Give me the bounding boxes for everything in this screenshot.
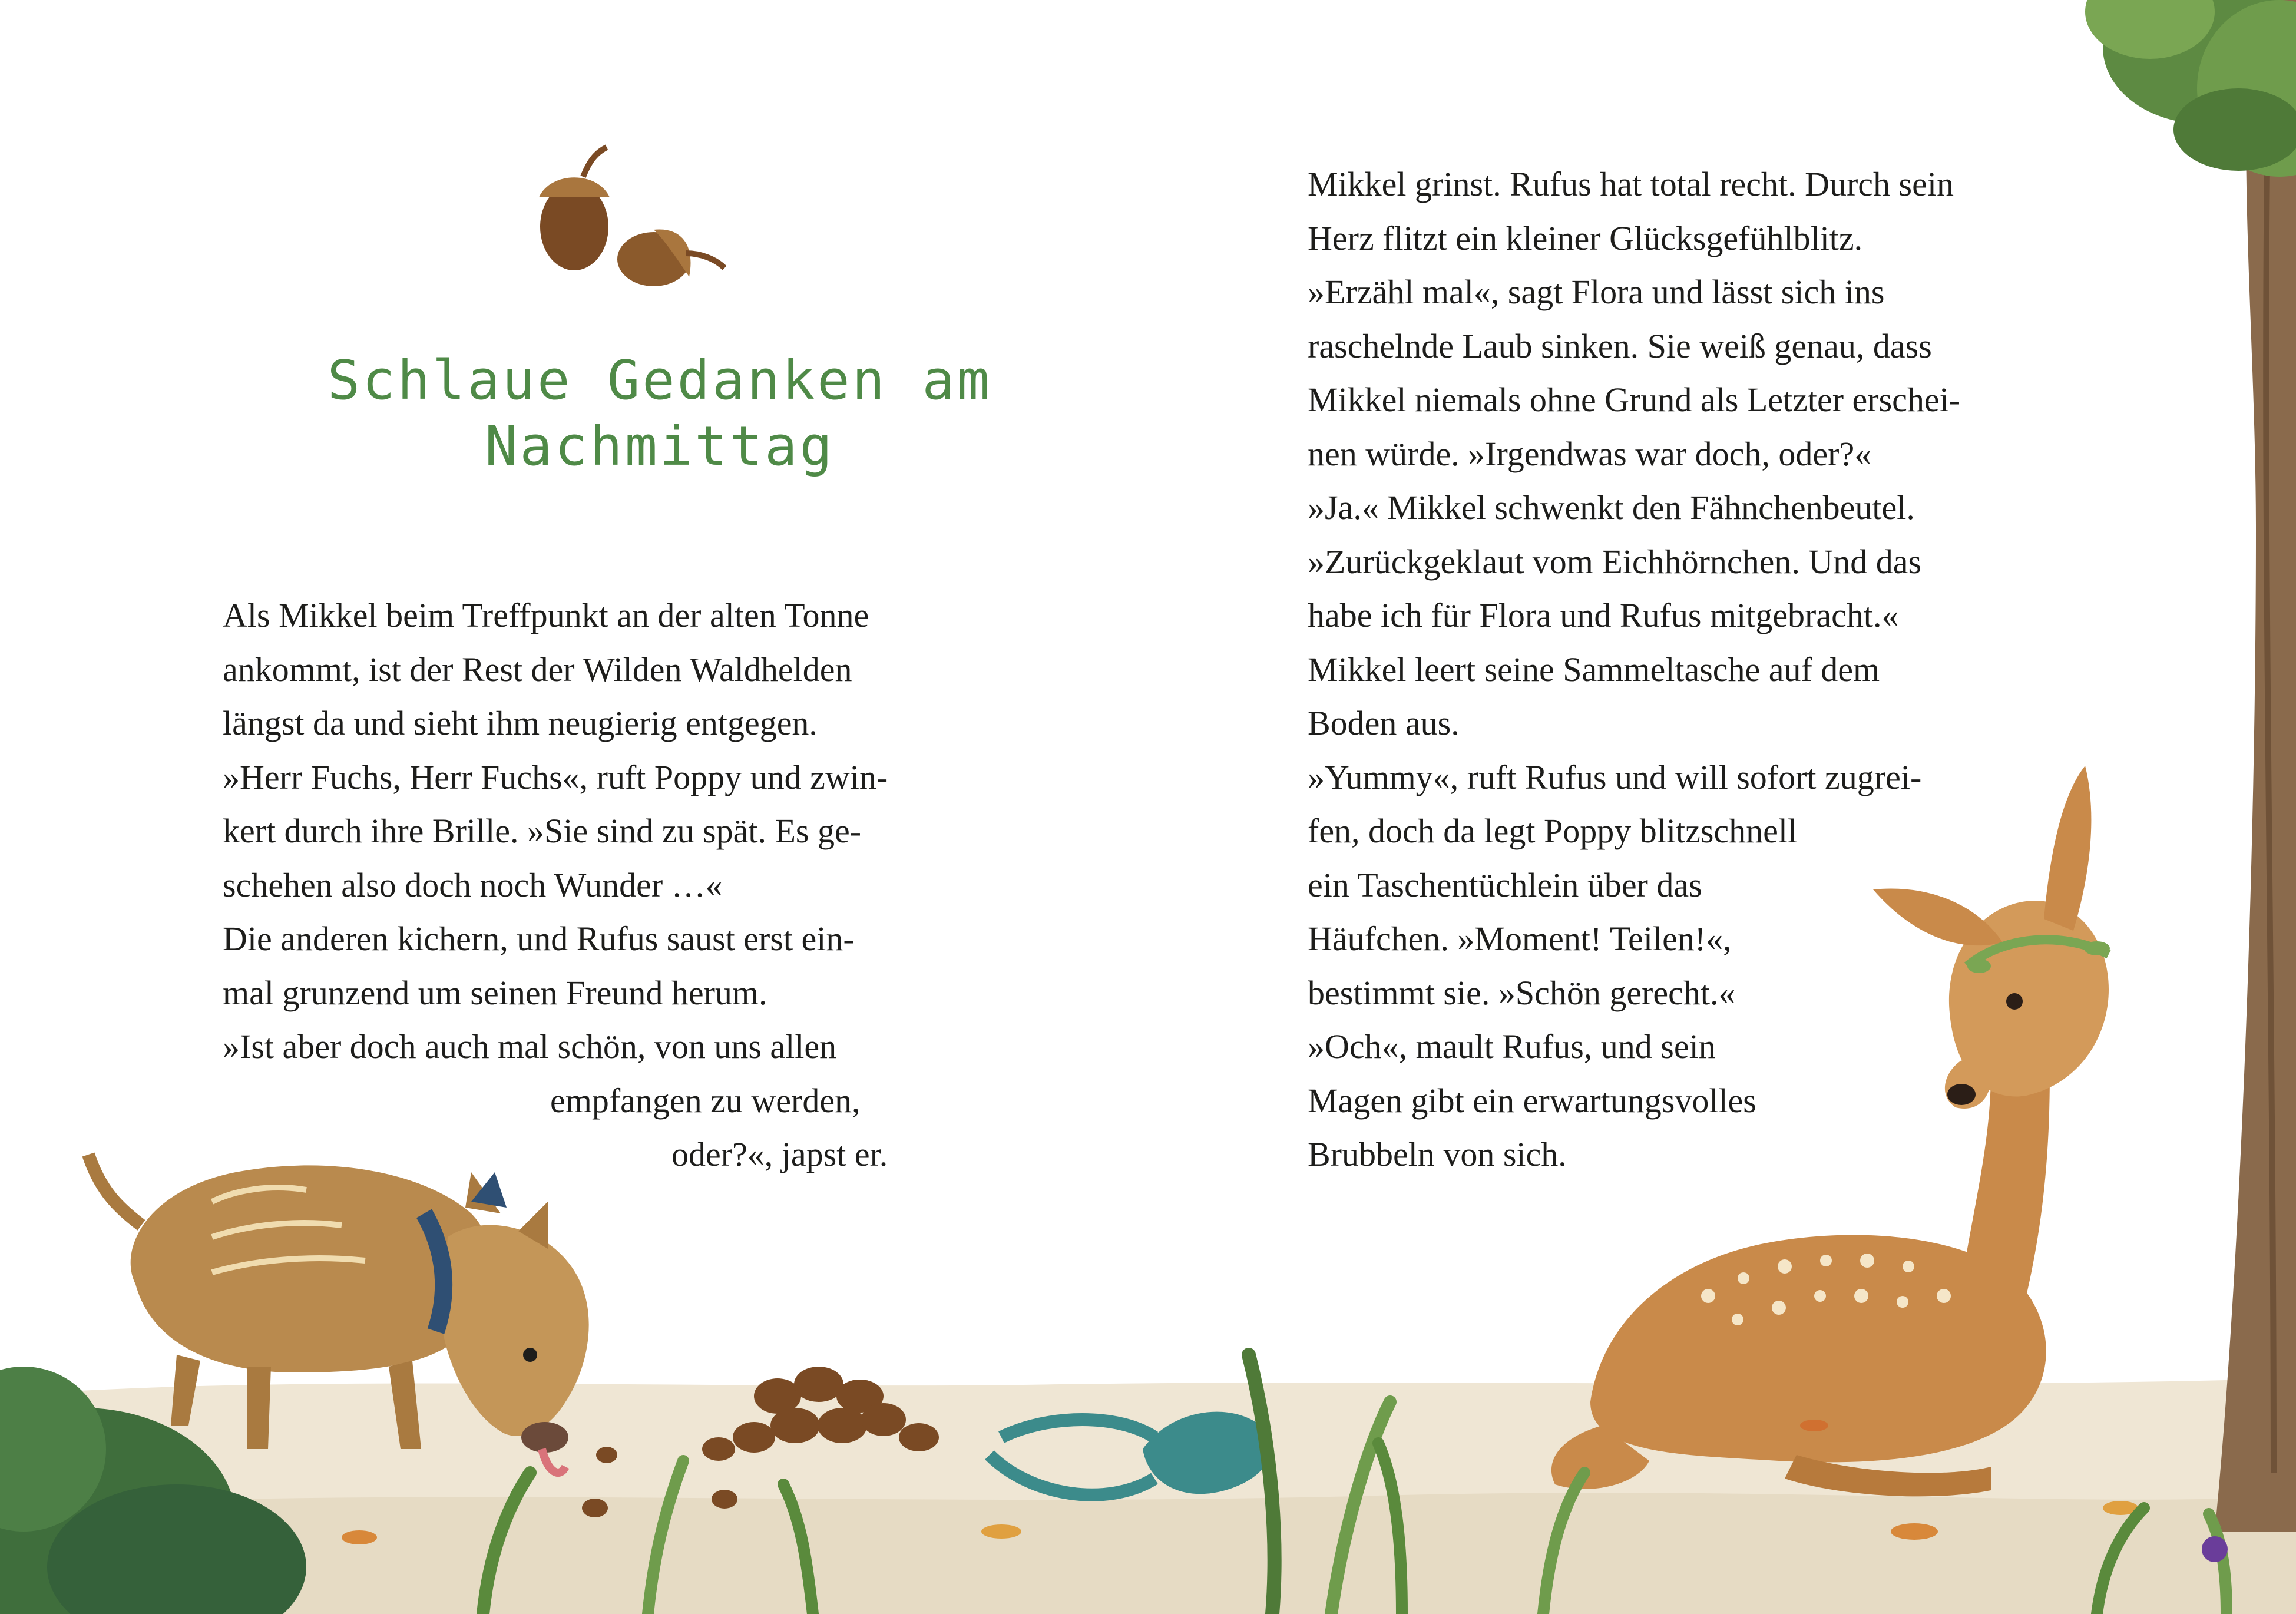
text-line: raschelnde Laub sinken. Sie weiß genau, dass	[1308, 326, 1932, 365]
chapter-title	[224, 348, 1096, 479]
chapter-title-line: Nachmittag	[485, 415, 835, 478]
text-line: »Och«, mault Rufus, und sein	[1308, 1027, 1716, 1066]
text-line: »Ist aber doch auch mal schön, von uns allen	[223, 1027, 837, 1066]
text-line: mal grunzend um seinen Freund herum.	[223, 973, 767, 1012]
text-line: Häufchen. »Moment! Teilen!«,	[1308, 920, 1732, 958]
text-line: empfangen zu werden,	[550, 1081, 861, 1120]
text-line: Die anderen kichern, und Rufus saust erst ein-	[223, 920, 855, 958]
text-line: schehen also doch noch Wunder …«	[223, 865, 723, 904]
text-line: fen, doch da legt Poppy blitzschnell	[1308, 812, 1798, 850]
text-line: »Yummy«, ruft Rufus und will sofort zugrei-	[1308, 758, 1922, 796]
text-line: Mikkel grinst. Rufus hat total recht. Durch sein	[1308, 165, 1954, 203]
text-line: kert durch ihre Brille. »Sie sind zu spät. Es ge-	[223, 812, 862, 850]
text-line: »Herr Fuchs, Herr Fuchs«, ruft Poppy und zwin-	[223, 758, 888, 796]
acorns-icon	[539, 147, 724, 286]
text-line: Brubbeln von sich.	[1308, 1135, 1567, 1173]
text-line: »Ja.« Mikkel schwenkt den Fähnchenbeutel.	[1308, 488, 1915, 527]
chapter-title-line: Schlaue Gedanken am	[327, 349, 992, 412]
right-page-text	[1308, 157, 1960, 1182]
text-line: Mikkel leert seine Sammeltasche auf dem	[1308, 650, 1880, 689]
text-line: längst da und sieht ihm neugierig entgegen.	[223, 704, 818, 742]
text-line: oder?«, japst er.	[671, 1135, 888, 1173]
violet-flower	[2202, 1536, 2228, 1562]
text-line: habe ich für Flora und Rufus mitgebracht.«	[1308, 596, 1899, 634]
text-line: Magen gibt ein erwartungsvolles	[1308, 1081, 1756, 1120]
ground-shadow	[0, 1493, 2296, 1614]
text-line: Boden aus.	[1308, 704, 1460, 742]
text-line: »Erzähl mal«, sagt Flora und lässt sich ins	[1308, 273, 1885, 311]
text-line: bestimmt sie. »Schön gerecht.«	[1308, 973, 1736, 1012]
text-line: nen würde. »Irgendwas war doch, oder?«	[1308, 434, 1872, 473]
text-line: Als Mikkel beim Treffpunkt an der alten Tonne	[223, 596, 869, 634]
text-line: Mikkel niemals ohne Grund als Letzter erschei-	[1308, 381, 1961, 419]
text-line: ein Taschentüchlein über das	[1308, 865, 1702, 904]
text-line: »Zurückgeklaut vom Eichhörnchen. Und das	[1308, 542, 1922, 581]
tree	[2085, 0, 2296, 1532]
text-line: Herz flitzt ein kleiner Glücksgefühlblitz.	[1308, 219, 1863, 257]
text-line: ankommt, ist der Rest der Wilden Waldhelden	[223, 650, 852, 689]
left-page-text	[223, 588, 888, 1182]
